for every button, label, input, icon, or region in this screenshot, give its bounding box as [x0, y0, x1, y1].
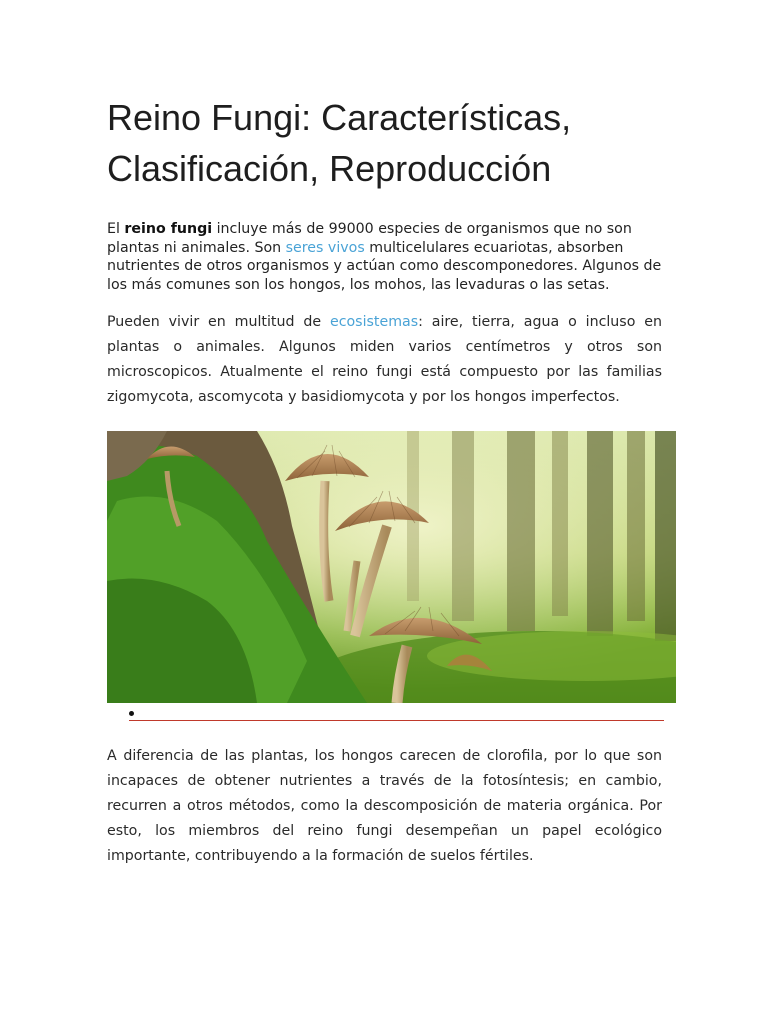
intro-bold-term: reino fungi [124, 221, 213, 237]
link-seres-vivos[interactable]: seres vivos [285, 239, 365, 256]
link-ecosistemas[interactable]: ecosistemas [329, 314, 419, 330]
ecology-paragraph: A diferencia de las plantas, los hongos carecen de clorofila, por lo que son incapaces de obtener nutrientes a través de la fotosíntesis; en cambio, recurren a otros métodos, como la descomposición de materia orgánica. Por esto, los miembros del reino fungi desempeñan un papel ecológico importante, contribuyendo a la formación de suelos fértiles. [107, 748, 662, 864]
intro-text-3: multicelulares ecuariotas, absorben nutrientes de otros organismos y actúan como descomponedores. Algunos de los más comunes son los hongos, los mohos, las levaduras o las setas. [107, 239, 662, 293]
title-line-1: Reino Fungi: Características, [107, 97, 572, 138]
divider-rule [129, 720, 664, 721]
intro-paragraph [107, 220, 667, 294]
habitat-paragraph [107, 310, 662, 410]
habitat-text-2: : aire, tierra, agua o incluso en plantas o animales. Algunos miden varios centímetros y otros son microscopicos. Atualmente el reino fungi está compuesto por las familias zigomycota, ascomycota y basidiomycota y por los hongos imperfectos. [107, 314, 662, 405]
intro-text-2: incluye más de 99000 especies de organismos que no son plantas ni animales. Son [107, 221, 632, 256]
mushroom-forest-photo [107, 431, 676, 703]
page-title [107, 92, 667, 194]
title-line-2: Clasificación, Reproducción [107, 148, 552, 189]
intro-text-1: El [107, 221, 125, 237]
bullet-dot-icon [129, 711, 134, 716]
habitat-text-1: Pueden vivir en multitud de [107, 314, 330, 330]
